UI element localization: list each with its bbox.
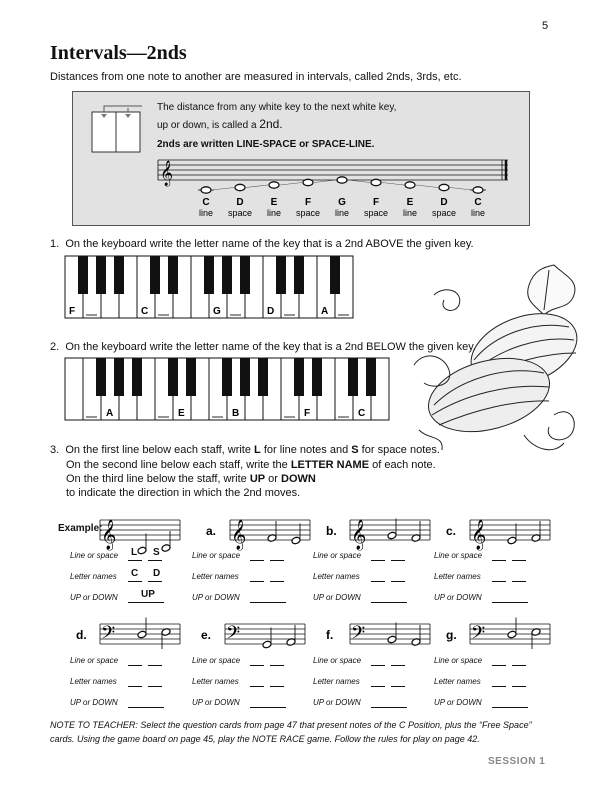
box-note-letter: F <box>372 197 380 208</box>
black-key[interactable] <box>366 358 376 396</box>
q3-line-2 <box>66 459 436 471</box>
half-note <box>507 536 517 545</box>
box-note-letter: E <box>270 197 278 208</box>
answer-blank[interactable] <box>492 560 506 561</box>
box-note-type: space <box>363 208 389 218</box>
answer-blank[interactable] <box>128 581 142 582</box>
answer-blank[interactable] <box>148 581 162 582</box>
session-label: SESSION 1 <box>488 756 546 767</box>
white-key[interactable] <box>65 358 83 420</box>
half-note <box>137 546 147 555</box>
answer-blank[interactable] <box>128 686 142 687</box>
answer-row-label: Line or space <box>192 656 241 665</box>
given-key-label: C <box>358 408 366 419</box>
bass-clef-icon: 𝄢 <box>226 622 241 647</box>
black-key[interactable] <box>240 256 250 294</box>
black-key[interactable] <box>114 256 124 294</box>
answer-blank[interactable] <box>371 707 407 708</box>
answer-row-label: UP or DOWN <box>434 593 482 602</box>
box-note-type: line <box>402 208 418 218</box>
connector-line <box>212 188 234 191</box>
half-note <box>137 630 147 639</box>
answer-row-label: UP or DOWN <box>70 698 118 707</box>
example-letter-2: D <box>153 568 161 579</box>
answer-row-label: Line or space <box>70 551 119 560</box>
whole-note <box>473 187 483 193</box>
box-note-type: line <box>198 208 214 218</box>
example-direction: UP <box>141 589 155 600</box>
q3-l3c: or <box>265 473 282 485</box>
treble-clef-icon: 𝄞 <box>351 519 367 549</box>
staff <box>326 622 430 647</box>
answer-blank[interactable] <box>391 581 405 582</box>
staff <box>206 519 310 551</box>
whole-note <box>439 184 449 190</box>
answer-blank[interactable] <box>148 686 162 687</box>
box-note-type: line <box>334 208 350 218</box>
answer-row-label: Letter names <box>192 572 239 581</box>
half-note <box>262 640 272 649</box>
answer-blank[interactable] <box>371 602 407 603</box>
black-key[interactable] <box>312 358 322 396</box>
box-line-2-text: up or down, is called a <box>157 120 260 131</box>
box-note-letter: C <box>202 197 210 208</box>
answer-blank[interactable] <box>371 686 385 687</box>
half-note <box>161 544 171 553</box>
q3-l2b: LETTER NAME <box>290 459 370 471</box>
exercise-label: e. <box>201 628 212 642</box>
black-key[interactable] <box>348 358 358 396</box>
q3-l1c: for space notes. <box>358 444 440 456</box>
black-key[interactable] <box>132 358 142 396</box>
black-key[interactable] <box>222 256 232 294</box>
answer-row-label: UP or DOWN <box>434 698 482 707</box>
box-note-type: line <box>470 208 486 218</box>
answer-blank[interactable] <box>270 665 284 666</box>
q3-l2a: On the second line below each staff, write the <box>66 459 291 471</box>
box-note-letter: C <box>474 197 482 208</box>
connector-line <box>416 185 438 188</box>
answer-row-label: UP or DOWN <box>313 698 361 707</box>
given-key-label: G <box>213 306 221 317</box>
box-note-letter: E <box>406 197 414 208</box>
staff <box>326 519 430 552</box>
given-key-label: C <box>141 306 149 317</box>
box-line-2-2nd: 2nd. <box>259 117 283 131</box>
box-note-letter: G <box>338 197 346 208</box>
answer-blank[interactable] <box>492 665 506 666</box>
staff <box>76 618 180 650</box>
black-key[interactable] <box>114 358 124 396</box>
box-line-3: 2nds are written LINE-SPACE or SPACE-LINE. <box>157 139 375 150</box>
given-key-label: F <box>69 306 76 317</box>
answer-blank[interactable] <box>492 686 506 687</box>
black-key[interactable] <box>96 256 106 294</box>
given-key-label: A <box>321 306 329 317</box>
answer-blank[interactable] <box>128 665 142 666</box>
black-key[interactable] <box>168 256 178 294</box>
q3-line-3 <box>66 473 316 485</box>
answer-blank[interactable] <box>391 686 405 687</box>
whole-note <box>337 177 347 183</box>
box-staff <box>150 158 520 224</box>
black-key[interactable] <box>222 358 232 396</box>
black-key[interactable] <box>78 256 88 294</box>
connector-line <box>246 185 268 188</box>
black-key[interactable] <box>258 358 268 396</box>
answer-blank[interactable] <box>512 665 526 666</box>
box-note-type: space <box>431 208 457 218</box>
connector-line <box>450 188 472 191</box>
q3-l3d: DOWN <box>281 473 316 485</box>
black-key[interactable] <box>204 256 214 294</box>
answer-blank[interactable] <box>128 602 164 603</box>
answer-blank[interactable] <box>492 581 506 582</box>
half-note <box>387 531 397 540</box>
whole-note <box>303 179 313 185</box>
answer-blank[interactable] <box>512 686 526 687</box>
q3-line-4: to indicate the direction in which the 2nd moves. <box>66 487 301 499</box>
black-key[interactable] <box>186 358 196 396</box>
page-title: Intervals—2nds <box>50 42 187 64</box>
answer-blank[interactable] <box>512 581 526 582</box>
example-label: Example: <box>58 523 103 534</box>
half-note <box>507 630 517 639</box>
answer-row-label: Line or space <box>70 656 119 665</box>
answer-row-label: Letter names <box>434 572 481 581</box>
answer-blank[interactable] <box>250 560 264 561</box>
whole-note <box>235 184 245 190</box>
answer-blank[interactable] <box>148 665 162 666</box>
treble-clef-icon: 𝄞 <box>231 519 247 549</box>
staff <box>100 519 180 555</box>
answer-row-label: Letter names <box>313 572 360 581</box>
black-key[interactable] <box>240 358 250 396</box>
treble-clef-icon: 𝄞 <box>471 519 487 549</box>
staff <box>446 618 550 650</box>
bass-clef-icon: 𝄢 <box>351 622 366 647</box>
exercise-label: g. <box>446 628 457 642</box>
connector-line <box>382 183 404 186</box>
q3-number: 3. <box>50 444 60 456</box>
box-line-2 <box>157 117 283 131</box>
box-note-letter: D <box>236 197 244 208</box>
q3-l1b: for line notes and <box>260 444 352 456</box>
box-note-letter: F <box>304 197 312 208</box>
given-key-label: A <box>106 408 114 419</box>
q1-number: 1. <box>50 238 60 250</box>
answer-blank[interactable] <box>148 560 162 561</box>
box-note-type: line <box>266 208 282 218</box>
answer-blank[interactable] <box>492 602 528 603</box>
page-number: 5 <box>542 20 549 32</box>
keyboard-1 <box>64 255 354 321</box>
q2-number: 2. <box>50 341 60 353</box>
q2 <box>50 341 476 353</box>
black-key[interactable] <box>150 256 160 294</box>
half-note <box>291 536 301 545</box>
answer-blank[interactable] <box>250 686 264 687</box>
melon-illustration-icon <box>404 255 584 465</box>
answer-row-label: Letter names <box>70 677 117 686</box>
answer-blank[interactable] <box>250 581 264 582</box>
keys-diagram-icon <box>88 104 148 158</box>
treble-clef-icon: 𝄞 <box>160 160 174 185</box>
answer-row-label: UP or DOWN <box>192 698 240 707</box>
example-ls-1: L <box>131 547 138 558</box>
whole-note <box>405 182 415 188</box>
exercise-label: c. <box>446 524 457 538</box>
given-key-label: D <box>267 306 275 317</box>
black-key[interactable] <box>168 358 178 396</box>
answer-blank[interactable] <box>250 665 264 666</box>
whole-note <box>201 187 211 193</box>
half-note <box>387 635 397 644</box>
staff <box>201 622 305 649</box>
connector-line <box>280 183 302 186</box>
keyboard-2 <box>64 357 390 423</box>
answer-row-label: Line or space <box>313 551 362 560</box>
teacher-note: NOTE TO TEACHER: Select the question cards from page 47 that present notes of the C Position, plus the “Free Space” cards. Using the game board on page 45, play the NOTE RACE game. Follow the rules for play on page 42. <box>50 720 532 744</box>
answer-blank[interactable] <box>512 560 526 561</box>
answer-blank[interactable] <box>391 665 405 666</box>
bass-clef-icon: 𝄢 <box>471 622 486 647</box>
answer-row-label: Letter names <box>313 677 360 686</box>
example-letter-1: C <box>131 568 139 579</box>
q3-l1-S: S <box>351 444 359 456</box>
given-key-label: B <box>232 408 240 419</box>
answer-blank[interactable] <box>250 602 286 603</box>
staff <box>446 519 550 551</box>
exercise-label: a. <box>206 524 217 538</box>
answer-blank[interactable] <box>492 707 528 708</box>
given-key-label: F <box>304 408 311 419</box>
q1 <box>50 238 474 250</box>
answer-row-label: UP or DOWN <box>192 593 240 602</box>
answer-blank[interactable] <box>250 707 286 708</box>
answer-blank[interactable] <box>371 581 385 582</box>
exercise-label: b. <box>326 524 337 538</box>
box-line-1: The distance from any white key to the next white key, <box>157 102 397 113</box>
exercise-label: f. <box>326 628 334 642</box>
answer-blank[interactable] <box>128 560 142 561</box>
answer-blank[interactable] <box>270 581 284 582</box>
answer-row-label: UP or DOWN <box>313 593 361 602</box>
q3-l1-L: L <box>254 444 261 456</box>
given-key-label: E <box>178 408 185 419</box>
answer-blank[interactable] <box>371 665 385 666</box>
q1-text: On the keyboard write the letter name of the key that is a 2nd ABOVE the given key. <box>65 238 474 250</box>
answer-row-label: Line or space <box>313 656 362 665</box>
answer-row-label: Letter names <box>192 677 239 686</box>
bass-clef-icon: 𝄢 <box>101 622 116 647</box>
q3-line-1 <box>50 444 440 456</box>
answer-blank[interactable] <box>270 686 284 687</box>
answer-row-label: Letter names <box>70 572 117 581</box>
box-note-type: space <box>227 208 253 218</box>
q3-l3b: UP <box>249 473 266 485</box>
q2-text: On the keyboard write the letter name of the key that is a 2nd BELOW the given key. <box>65 341 476 353</box>
answer-blank[interactable] <box>270 560 284 561</box>
answer-blank[interactable] <box>391 560 405 561</box>
answer-row-label: Line or space <box>192 551 241 560</box>
answer-blank[interactable] <box>371 560 385 561</box>
whole-note <box>269 182 279 188</box>
q3-l3a: On the third line below the staff, write <box>66 473 250 485</box>
treble-clef-icon: 𝄞 <box>101 519 117 549</box>
answer-row-label: UP or DOWN <box>70 593 118 602</box>
example-ls-2: S <box>153 547 160 558</box>
answer-row-label: Line or space <box>434 551 483 560</box>
answer-row-label: Letter names <box>434 677 481 686</box>
intro-text: Distances from one note to another are measured in intervals, called 2nds, 3rds, etc. <box>50 71 462 83</box>
whole-note <box>371 179 381 185</box>
black-key[interactable] <box>330 256 340 294</box>
box-note-type: space <box>295 208 321 218</box>
q3-l1a: On the first line below each staff, write <box>65 444 255 456</box>
black-key[interactable] <box>294 358 304 396</box>
box-note-letter: D <box>440 197 448 208</box>
answer-row-label: Line or space <box>434 656 483 665</box>
q3-l2c: of each note. <box>369 459 436 471</box>
black-key[interactable] <box>294 256 304 294</box>
answer-blank[interactable] <box>128 707 164 708</box>
black-key[interactable] <box>276 256 286 294</box>
exercise-label: d. <box>76 628 87 642</box>
black-key[interactable] <box>96 358 106 396</box>
